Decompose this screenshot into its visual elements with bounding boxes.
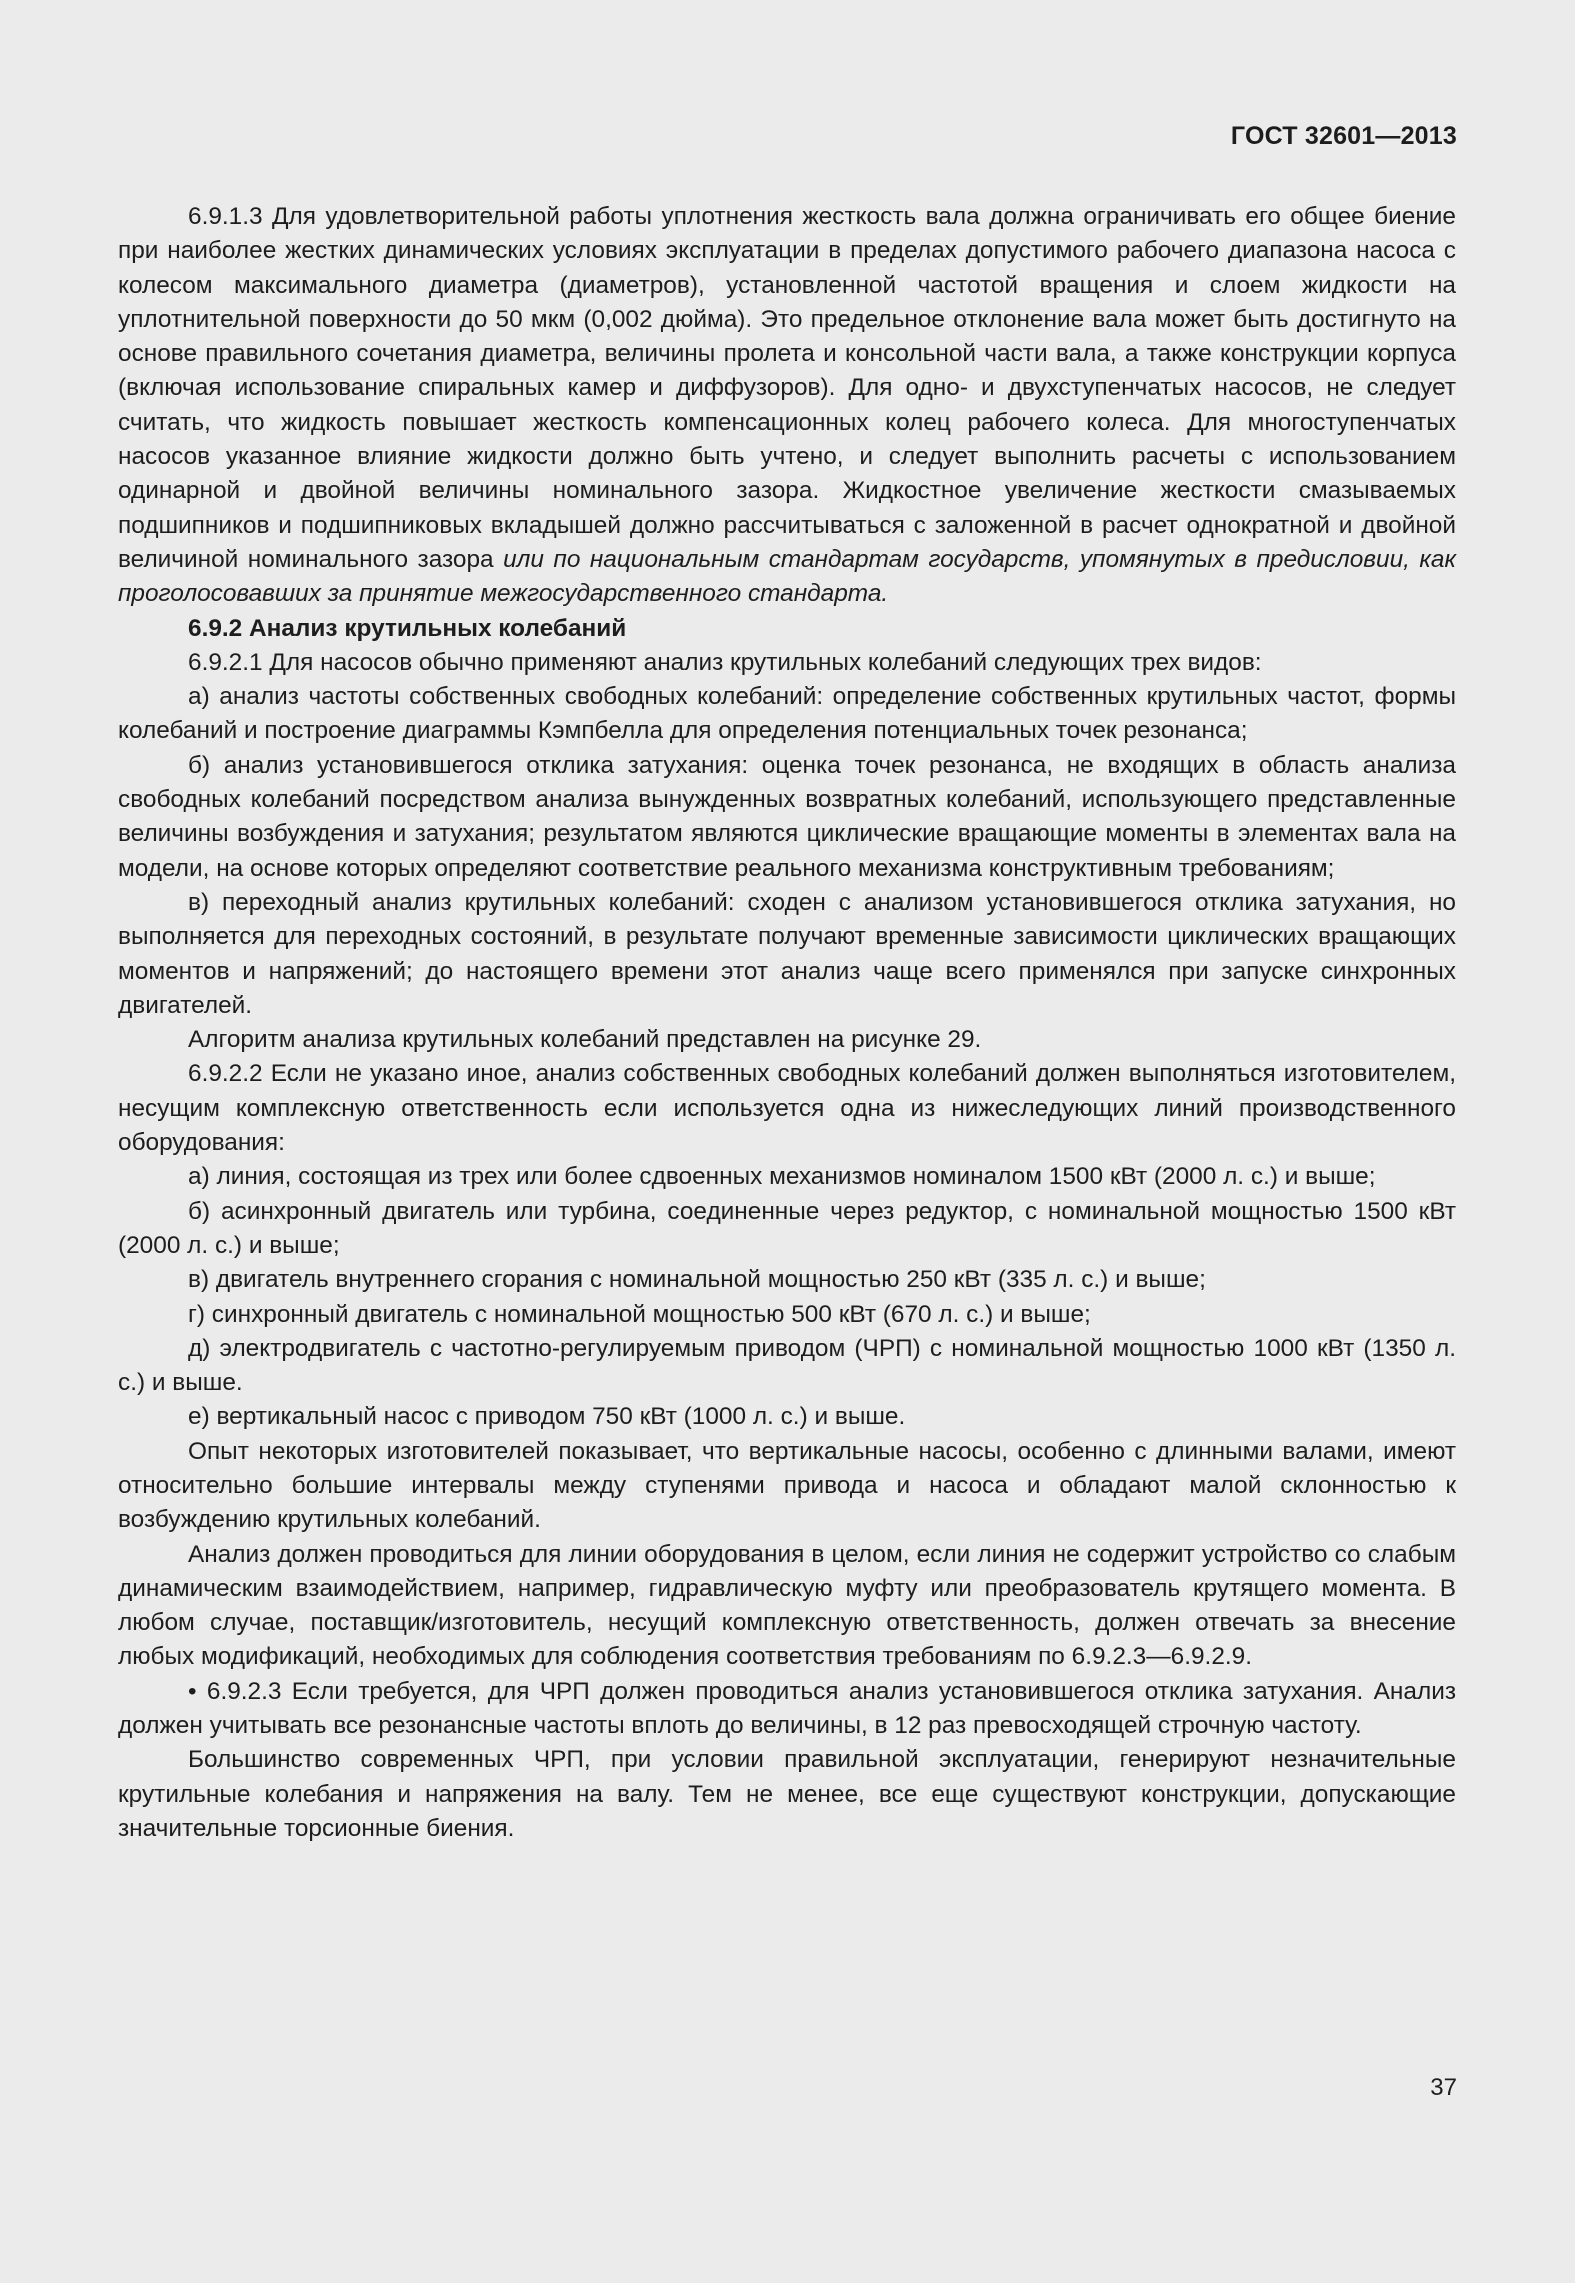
paragraph-6-9-2-1: 6.9.2.1 Для насосов обычно применяют анализ крутильных колебаний следующих трех видов: [188, 648, 1262, 676]
list-item-e: е) вертикальный насос с приводом 750 кВт (1000 л. с.) и выше. [188, 1403, 906, 1431]
page-number: 37 [1430, 2074, 1457, 2101]
paragraph-experience: Опыт некоторых изготовителей показывает, что вертикальные насосы, особенно с длинными валами, имеют относительно большие интервалы между ступенями привода и насоса и обладают малой склонностью к возбуждению крутильных колебаний. [118, 1437, 1456, 1534]
body-text [118, 200, 1456, 1846]
list-item-b: б) асинхронный двигатель или турбина, соединенные через редуктор, с номинальной мощностью 1500 кВт (2000 л. с.) и выше; [118, 1197, 1456, 1259]
paragraph-analysis-scope: Анализ должен проводиться для линии оборудования в целом, если линия не содержит устройство со слабым динамическим взаимодействием, например, гидравлическую муфту или преобразователь крутящего момента. В любом случае, поставщик/изготовитель, несущий комплексную ответственность, должен отвечать за внесение любых модификаций, необходимых для соблюдения соответствия требованиям по 6.9.2.3—6.9.2.9. [118, 1540, 1456, 1671]
list-item-v: в) переходный анализ крутильных колебаний: сходен с анализом установившегося отклика затухания, но выполняется для переходных состояний, в результате получают временные зависимости циклических вращающих моментов и напряжений; до настоящего времени этот анализ чаще всего применялся при запуске синхронных двигателей. [118, 888, 1456, 1019]
paragraph-6-9-1-3 [118, 200, 1456, 612]
list-item-d: д) электродвигатель с частотно-регулируемым приводом (ЧРП) с номинальной мощностью 1000 кВт (1350 л. с.) и выше. [118, 1334, 1456, 1397]
list-item-a: а) анализ частоты собственных свободных колебаний: определение собственных крутильных частот, формы колебаний и построение диаграммы Кэмпбелла для определения потенциальных точек резонанса; [118, 683, 1456, 745]
paragraph-figure-ref: Алгоритм анализа крутильных колебаний представлен на рисунке 29. [188, 1026, 982, 1054]
section-heading-6-9-2: 6.9.2 Анализ крутильных колебаний [188, 614, 627, 642]
list-item-b: б) анализ установившегося отклика затухания: оценка точек резонанса, не входящих в область анализа свободных колебаний посредством анализа вынужденных возвратных колебаний, использующего представленные величины возбуждения и затухания; результатом являются циклические вращающие моменты в элементах вала на модели, на основе которых определяют соответствие реального механизма конструктивным требованиям; [118, 751, 1456, 882]
paragraph-modern-vfd: Большинство современных ЧРП, при условии правильной эксплуатации, генерируют незначительные крутильные колебания и напряжения на валу. Тем не менее, все еще существуют конструкции, допускающие значительные торсионные биения. [118, 1746, 1456, 1842]
paragraph-6-9-2-2: 6.9.2.2 Если не указано иное, анализ собственных свободных колебаний должен выполняться изготовителем, несущим комплексную ответственность если используется одна из нижеследующих линий производственного оборудования: [118, 1060, 1456, 1157]
standard-code: ГОСТ 32601—2013 [1230, 122, 1457, 150]
paragraph-6-9-2-3: • 6.9.2.3 Если требуется, для ЧРП должен проводиться анализ установившегося отклика затухания. Анализ должен учитывать все резонансные частоты вплоть до величины, в 12 раз превосходящей строчную частоту. [118, 1677, 1456, 1740]
list-item-a: а) линия, состоящая из трех или более сдвоенных механизмов номиналом 1500 кВт (2000 л. с.) и выше; [188, 1163, 1376, 1191]
italic-text: или по национальным стандартам государств, упомянутых в предисловии, как проголосовавших за принятие межгосударственного стандарта. [118, 545, 1456, 608]
list-item-v: в) двигатель внутреннего сгорания с номинальной мощностью 250 кВт (335 л. с.) и выше; [188, 1266, 1206, 1294]
list-item-g: г) синхронный двигатель с номинальной мощностью 500 кВт (670 л. с.) и выше; [188, 1300, 1091, 1328]
paragraph-text: 6.9.1.3 Для удовлетворительной работы уплотнения жесткость вала должна ограничивать его общее биение при наиболее жестких динамических условиях эксплуатации в пределах допустимого рабочего диапазона насоса с колесом максимального диаметра (диаметров), установленной частотой вращения и слоем жидкости на уплотнительной поверхности до 50 мкм (0,002 дюйма). Это предельное отклонение вала может быть достигнуто на основе правильного сочетания диаметра, величины пролета и консольной части вала, а также конструкции корпуса (включая использование спиральных камер и диффузоров). Для одно- и двухступенчатых насосов, не следует считать, что жидкость повышает жесткость компенсационных колец рабочего колеса. Для многоступенчатых насосов указанное влияние жидкости должно быть учтено, и следует выполнить расчеты с использованием одинарной и двойной величины номинального зазора. Жидкостное увеличение жесткости смазываемых подшипников и подшипниковых вкладышей должно рассчитываться с заложенной в расчет однократной и двойной величиной номинального зазора [118, 203, 1456, 573]
